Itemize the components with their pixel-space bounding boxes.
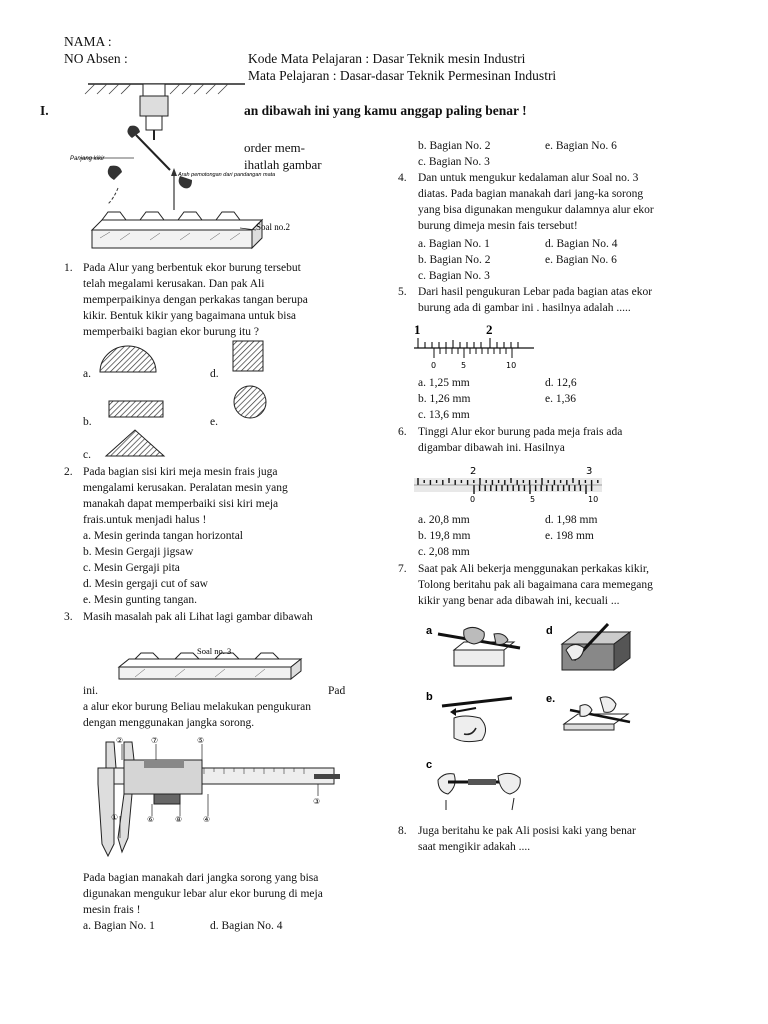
section-numeral: I. <box>40 103 49 118</box>
q1-number: 1. <box>64 262 73 274</box>
q5-option-b[interactable]: b. 1,26 mm <box>418 393 471 405</box>
q8-line-2: saat mengikir adakah .... <box>418 841 531 853</box>
kode-mapel: Kode Mata Pelajaran : Dasar Teknik mesin Industri <box>248 51 526 66</box>
vernier-scale-q6 <box>412 466 606 506</box>
fig-letter-d: d <box>546 625 553 637</box>
q3-question-line-3: mesin frais ! <box>83 904 141 916</box>
file-grip-figure-d[interactable] <box>544 620 644 674</box>
q3-option-e[interactable]: e. Bagian No. 6 <box>545 140 617 152</box>
instruction-fragment-2: ihatlah gambar <box>244 157 322 172</box>
q3-number: 3. <box>64 611 73 623</box>
q5-option-a[interactable]: a. 1,25 mm <box>418 377 470 389</box>
q3-option-c[interactable]: c. Bagian No. 3 <box>418 156 490 168</box>
q4-line-4: burung dimeja mesin fais tersebut! <box>418 220 578 232</box>
filing-illustration <box>70 80 320 255</box>
q1-line-1: Pada Alur yang berbentuk ekor burung tersebut <box>83 262 301 274</box>
soal-no3-label: Soal no. 3 <box>197 646 232 656</box>
section-instruction: an dibawah ini yang kamu anggap paling benar ! <box>244 103 527 118</box>
q1-line-4: kikir. Bentuk kikir yang bagaimana untuk bisa <box>83 310 297 322</box>
vernier-scale-q5 <box>410 322 538 372</box>
caliper-mark-4: ④ <box>203 815 211 824</box>
caliper-mark-5: ⑤ <box>197 736 205 745</box>
q5-option-c[interactable]: c. 13,6 mm <box>418 409 470 421</box>
q2-option-c[interactable]: c. Mesin Gergaji pita <box>83 562 180 574</box>
q1-option-c[interactable]: c. <box>83 449 91 461</box>
fig-letter-e: e. <box>546 693 556 705</box>
q6-line-1: Tinggi Alur ekor burung pada meja frais ada <box>418 426 623 438</box>
q6-option-a[interactable]: a. 20,8 mm <box>418 514 470 526</box>
q5-number: 5. <box>398 286 407 298</box>
file-grip-figure-b[interactable] <box>424 688 524 744</box>
half-round-file-icon <box>98 344 158 374</box>
no-absen-label: NO Absen : <box>64 51 128 66</box>
q4-line-3: yang bisa digunakan mengukur dalamnya alur ekor <box>418 204 654 216</box>
fig-letter-b: b <box>426 691 433 703</box>
q6-option-c[interactable]: c. 2,08 mm <box>418 546 470 558</box>
q3-question-line-2: digunakan mengukur lebar alur ekor burung di meja <box>83 888 323 900</box>
q2-line-4: frais.untuk menjadi halus ! <box>83 514 207 526</box>
q6-main-2: 2 <box>470 466 477 477</box>
file-grip-figure-e[interactable] <box>544 688 644 744</box>
q2-option-d[interactable]: d. Mesin gergaji cut of saw <box>83 578 208 590</box>
caliper-mark-7: ⑦ <box>151 736 159 745</box>
caliper-mark-6: ⑥ <box>147 815 155 824</box>
flat-file-icon <box>108 400 164 418</box>
arah-label: Arah pemotongan dari pandangan mata <box>178 172 276 178</box>
q4-line-2: diatas. Pada bagian manakah dari jang-ka sorong <box>418 188 644 200</box>
q7-line-2: Tolong beritahu pak ali bagaimana cara memegang <box>418 579 653 591</box>
caliper-mark-1: ① <box>111 813 119 822</box>
soal-no2-label: Soal no.2 <box>256 222 291 232</box>
q1-option-e[interactable]: e. <box>210 416 218 428</box>
q4-number: 4. <box>398 172 407 184</box>
q5-line-1: Dari hasil pengukuran Lebar pada bagian atas ekor <box>418 286 653 298</box>
q4-line-1: Dan untuk mengukur kedalaman alur Soal no. 3 <box>418 172 639 184</box>
q5-main-1: 1 <box>414 322 421 337</box>
q6-line-2: digambar dibawah ini. Hasilnya <box>418 442 565 454</box>
q7-line-3: kikir yang benar ada dibawah ini, kecuali ... <box>418 595 620 607</box>
q3-option-b[interactable]: b. Bagian No. 2 <box>418 140 491 152</box>
triangle-file-icon <box>104 428 166 458</box>
vernier-caliper-illustration <box>84 734 344 862</box>
q5-line-2: burung ada di gambar ini . hasilnya adalah ..... <box>418 302 631 314</box>
q4-option-d[interactable]: d. Bagian No. 4 <box>545 238 618 250</box>
q6-vernier-0: 0 <box>470 495 476 504</box>
q5-vernier-10: 10 <box>506 361 517 370</box>
q5-vernier-5: 5 <box>461 361 467 370</box>
q3-question-line-1: Pada bagian manakah dari jangka sorong yang bisa <box>83 872 319 884</box>
file-grip-figure-a[interactable] <box>424 620 524 672</box>
file-grip-figure-c[interactable] <box>424 756 528 812</box>
q2-option-b[interactable]: b. Mesin Gergaji jigsaw <box>83 546 194 558</box>
q6-number: 6. <box>398 426 407 438</box>
q1-option-b[interactable]: b. <box>83 416 92 428</box>
q6-option-e[interactable]: e. 198 mm <box>545 530 594 542</box>
nama-label: NAMA : <box>64 34 112 49</box>
q2-line-2: mengalami kerusakan. Peralatan mesin yang <box>83 482 288 494</box>
round-file-icon <box>232 384 268 420</box>
q3-line-2: a alur ekor burung Beliau melakukan pengukuran <box>83 701 312 713</box>
q5-option-e[interactable]: e. 1,36 <box>545 393 576 405</box>
instruction-fragment-1: order mem- <box>244 140 306 155</box>
q7-number: 7. <box>398 563 407 575</box>
q2-line-1: Pada bagian sisi kiri meja mesin frais juga <box>83 466 278 478</box>
q6-main-3: 3 <box>586 466 593 477</box>
q6-vernier-10: 10 <box>588 495 599 504</box>
caliper-mark-2: ② <box>116 736 124 745</box>
q6-option-d[interactable]: d. 1,98 mm <box>545 514 598 526</box>
q1-option-d[interactable]: d. <box>210 368 219 380</box>
q8-number: 8. <box>398 825 407 837</box>
q4-option-a[interactable]: a. Bagian No. 1 <box>418 238 490 250</box>
mata-pelajaran: Mata Pelajaran : Dasar-dasar Teknik Permesinan Industri <box>248 68 557 83</box>
q4-option-e[interactable]: e. Bagian No. 6 <box>545 254 617 266</box>
q5-main-2: 2 <box>486 322 493 337</box>
q3-pad: Pad <box>328 685 346 697</box>
q2-option-e[interactable]: e. Mesin gunting tangan. <box>83 594 198 606</box>
fig-letter-c: c <box>426 759 433 771</box>
q3-line-1: Masih masalah pak ali Lihat lagi gambar dibawah <box>83 611 313 623</box>
q2-option-a[interactable]: a. Mesin gerinda tangan horizontal <box>83 530 243 542</box>
q2-line-3: manakah dapat memperbaiki sisi kiri meja <box>83 498 279 510</box>
q4-option-b[interactable]: b. Bagian No. 2 <box>418 254 491 266</box>
q3-option-a[interactable]: a. Bagian No. 1 <box>83 920 155 932</box>
fig-letter-a: a <box>426 625 433 637</box>
q3-ini: ini. <box>83 685 99 697</box>
square-file-icon <box>232 340 264 372</box>
q1-line-5: memperbaiki bagian ekor burung itu ? <box>83 326 259 338</box>
caliper-mark-8: ⑧ <box>175 815 183 824</box>
caliper-mark-3: ③ <box>313 797 321 806</box>
q6-option-b[interactable]: b. 19,8 mm <box>418 530 471 542</box>
dovetail-soal3-illustration <box>115 645 315 683</box>
q6-vernier-5: 5 <box>530 495 536 504</box>
q3-line-3: dengan menggunakan jangka sorong. <box>83 717 255 729</box>
q1-line-2: telah megalami kerusakan. Dan pak Ali <box>83 278 265 290</box>
q4-option-c[interactable]: c. Bagian No. 3 <box>418 270 490 282</box>
q1-line-3: memperpaikinya dengan perkakas tangan berupa <box>83 294 308 306</box>
q5-vernier-0: 0 <box>431 361 437 370</box>
q2-number: 2. <box>64 466 73 478</box>
q7-line-1: Saat pak Ali bekerja menggunakan perkakas kikir, <box>418 563 650 575</box>
q3-option-d[interactable]: d. Bagian No. 4 <box>210 920 283 932</box>
q8-line-1: Juga beritahu ke pak Ali posisi kaki yang benar <box>418 825 636 837</box>
q5-option-d[interactable]: d. 12,6 <box>545 377 577 389</box>
panjang-kikir-label: Panjang kikir <box>70 156 105 162</box>
q1-option-a[interactable]: a. <box>83 368 91 380</box>
